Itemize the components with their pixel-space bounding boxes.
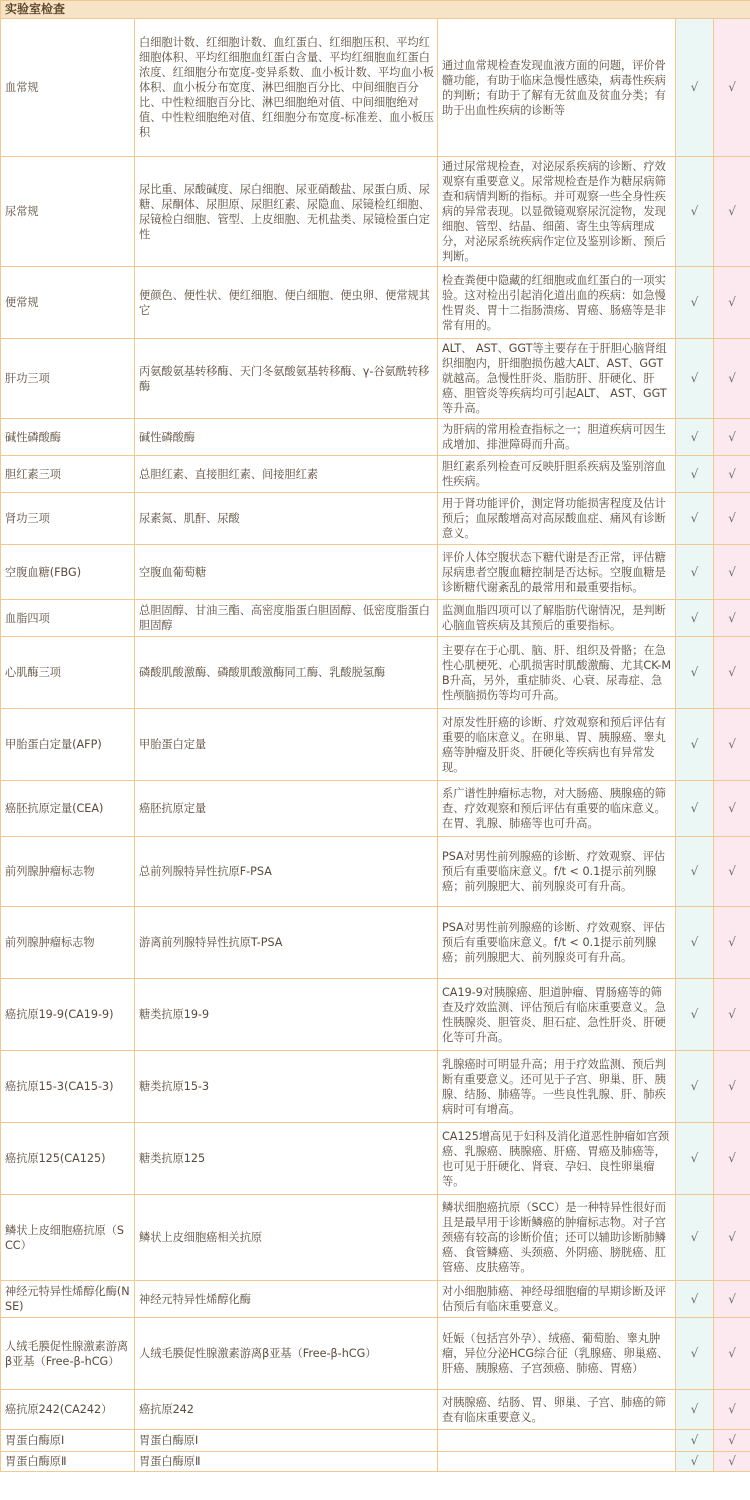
table-row xyxy=(1,493,750,545)
package-b-check-cell xyxy=(714,493,750,545)
test-name-cell: 癌抗原15-3(CA15-3) xyxy=(1,1051,135,1123)
check-mark-icon: √ xyxy=(690,665,699,679)
test-name-cell: 鳞状上皮细胞癌抗原（SCC） xyxy=(1,1195,135,1281)
check-mark-icon: √ xyxy=(728,1454,736,1468)
check-mark-icon: √ xyxy=(690,1433,699,1447)
table-row xyxy=(1,1390,750,1430)
test-items-cell: 糖类抗原19-9 xyxy=(135,979,438,1051)
package-b-check-cell xyxy=(714,339,750,419)
check-mark-icon: √ xyxy=(728,1230,736,1244)
check-mark-icon: √ xyxy=(728,801,736,815)
package-a-check-cell xyxy=(676,267,714,339)
test-items-cell: 糖类抗原125 xyxy=(135,1123,438,1195)
package-a-check-cell xyxy=(676,19,714,157)
package-b-check-cell xyxy=(714,157,750,267)
package-b-check-cell xyxy=(714,1430,750,1452)
test-name-cell: 血常规 xyxy=(1,19,135,157)
test-name-cell: 癌抗原242(CA242） xyxy=(1,1390,135,1430)
check-mark-icon: √ xyxy=(690,295,699,309)
package-b-check-cell xyxy=(714,1281,750,1318)
test-description-cell: 监测血脂四项可以了解脂肪代谢情况，是判断心脑血管疾病及其预后的重要指标。 xyxy=(438,600,676,637)
test-description-cell: 乳腺癌时可明显升高；用于疗效监测、预后判断有重要意义。还可见于子宫、卵巢、肝、胰腺、结肠、肺癌等。一些良性乳腺、肝、肺疾病时可有增高。 xyxy=(438,1051,676,1123)
test-description-cell: 对原发性肝癌的诊断、疗效观察和预后评估有重要的临床意义。在卵巢、胃、胰腺癌、睾丸癌等肿瘤及肝炎、肝硬化等疾病也有异常发现。 xyxy=(438,709,676,781)
check-mark-icon: √ xyxy=(728,295,736,309)
table-row xyxy=(1,637,750,709)
test-description-cell: PSA对男性前列腺癌的诊断、疗效观察、评估预后有重要临床意义。f/t < 0.1提示前列腺癌；前列腺肥大、前列腺炎可有升高。 xyxy=(438,837,676,907)
test-description-cell: 系广谱性肿瘤标志物，对大肠癌、胰腺癌的筛查、疗效观察和预后评估有重要的临床意义。在胃、乳腺、肺癌等也可升高。 xyxy=(438,781,676,837)
package-a-check-cell xyxy=(676,1430,714,1452)
check-mark-icon: √ xyxy=(690,371,699,385)
check-mark-icon: √ xyxy=(728,864,736,878)
test-name-cell: 癌抗原19-9(CA19-9) xyxy=(1,979,135,1051)
table-row xyxy=(1,1452,750,1472)
test-items-cell: 鳞状上皮细胞癌相关抗原 xyxy=(135,1195,438,1281)
test-items-cell: 癌胚抗原定量 xyxy=(135,781,438,837)
package-b-check-cell xyxy=(714,709,750,781)
test-items-cell: 尿素氮、肌酐、尿酸 xyxy=(135,493,438,545)
test-items-cell: 人绒毛膜促性腺激素游离β亚基（Free-β-hCG） xyxy=(135,1318,438,1390)
check-mark-icon: √ xyxy=(728,429,736,444)
test-name-cell: 肾功三项 xyxy=(1,493,135,545)
package-a-check-cell xyxy=(676,837,714,907)
package-b-check-cell xyxy=(714,1318,750,1390)
test-name-cell: 心肌酶三项 xyxy=(1,637,135,709)
package-a-check-cell xyxy=(676,1452,714,1472)
package-b-check-cell xyxy=(714,456,750,493)
check-mark-icon: √ xyxy=(728,204,736,218)
check-mark-icon: √ xyxy=(690,1454,699,1468)
package-a-check-cell xyxy=(676,1281,714,1318)
package-a-check-cell xyxy=(676,637,714,709)
test-description-cell: 对小细胞肺癌、神经母细胞瘤的早期诊断及评估预后有临床重要意义。 xyxy=(438,1281,676,1318)
check-mark-icon: √ xyxy=(728,1433,736,1447)
table-row xyxy=(1,267,750,339)
package-b-check-cell xyxy=(714,600,750,637)
check-mark-icon: √ xyxy=(690,801,699,815)
package-b-check-cell xyxy=(714,837,750,907)
check-mark-icon: √ xyxy=(690,1230,699,1244)
package-a-check-cell xyxy=(676,781,714,837)
test-description-cell: 通过尿常规检查，对泌尿系疾病的诊断、疗效观察有重要意义。尿常规检查是作为糖尿病筛查和病情判断的指标。并可观察一些全身性疾病的异常表现。以显微镜观察尿沉淀物，发现细胞、管型、结晶、细菌、寄生虫等病理成分，对泌尿系统疾病作定位及鉴别诊断、预后判断。 xyxy=(438,157,676,267)
check-mark-icon: √ xyxy=(728,610,736,625)
package-a-check-cell xyxy=(676,600,714,637)
table-row xyxy=(1,979,750,1051)
package-a-check-cell xyxy=(676,419,714,456)
check-mark-icon: √ xyxy=(690,1151,699,1165)
test-description-cell: 妊娠（包括宫外孕）、绒癌、葡萄胎、睾丸肿瘤，异位分泌HCG综合征（乳腺癌、卵巢癌、肝癌、胰腺癌、子宫颈癌、肺癌、胃癌） xyxy=(438,1318,676,1390)
table-row xyxy=(1,1195,750,1281)
test-name-cell: 空腹血糖(FBG) xyxy=(1,545,135,600)
package-b-check-cell xyxy=(714,1051,750,1123)
check-mark-icon: √ xyxy=(690,466,699,481)
package-b-check-cell xyxy=(714,267,750,339)
package-a-check-cell xyxy=(676,157,714,267)
test-name-cell: 肝功三项 xyxy=(1,339,135,419)
package-a-check-cell xyxy=(676,1123,714,1195)
table-row xyxy=(1,837,750,907)
check-mark-icon: √ xyxy=(690,1402,699,1416)
package-b-check-cell xyxy=(714,1195,750,1281)
check-mark-icon: √ xyxy=(690,204,699,218)
check-mark-icon: √ xyxy=(728,1291,736,1306)
table-row xyxy=(1,1051,750,1123)
check-mark-icon: √ xyxy=(690,564,699,579)
test-name-cell: 血脂四项 xyxy=(1,600,135,637)
test-items-cell: 癌抗原242 xyxy=(135,1390,438,1430)
table-row xyxy=(1,781,750,837)
check-mark-icon: √ xyxy=(728,1402,736,1416)
package-a-check-cell xyxy=(676,545,714,600)
test-items-cell: 便颜色、便性状、便红细胞、便白细胞、便虫卵、便常规其它 xyxy=(135,267,438,339)
section-header-row xyxy=(1,1,750,19)
table-row xyxy=(1,339,750,419)
package-a-check-cell xyxy=(676,1195,714,1281)
test-description-cell: CA19-9对胰腺癌、胆道肿瘤、胃肠癌等的筛查及疗效监测、评估预后有临床重要意义。急性胰腺炎、胆管炎、胆石症、急性肝炎、肝硬化等可升高。 xyxy=(438,979,676,1051)
test-items-cell: 碱性磷酸酶 xyxy=(135,419,438,456)
test-items-cell: 尿比重、尿酸碱度、尿白细胞、尿亚硝酸盐、尿蛋白质、尿糖、尿酮体、尿胆原、尿胆红素、尿隐血、尿镜检红细胞、尿镜检白细胞、管型、上皮细胞、无机盐类、尿镜检蛋白定性 xyxy=(135,157,438,267)
test-description-cell: 通过血常规检查发现血液方面的问题，评价骨髓功能，有助于临床急慢性感染，病毒性疾病的判断；有助于了解有无贫血及贫血分类；有助于出血性疾病的诊断等 xyxy=(438,19,676,157)
test-name-cell: 前列腺肿瘤标志物 xyxy=(1,837,135,907)
table-row xyxy=(1,1123,750,1195)
table-row xyxy=(1,419,750,456)
package-a-check-cell xyxy=(676,456,714,493)
test-name-cell: 碱性磷酸酶 xyxy=(1,419,135,456)
test-items-cell: 总胆固醇、甘油三酯、高密度脂蛋白胆固醇、低密度脂蛋白胆固醇 xyxy=(135,600,438,637)
table-row xyxy=(1,600,750,637)
test-items-cell: 总前列腺特异性抗原F-PSA xyxy=(135,837,438,907)
check-mark-icon: √ xyxy=(728,665,736,679)
test-items-cell: 甲胎蛋白定量 xyxy=(135,709,438,781)
table-row xyxy=(1,1281,750,1318)
check-mark-icon: √ xyxy=(690,429,699,444)
test-name-cell: 甲胎蛋白定量(AFP) xyxy=(1,709,135,781)
table-row xyxy=(1,709,750,781)
test-description-cell: 评价人体空腹状态下糖代谢是否正常，评估糖尿病患者空腹血糖控制是否达标。空腹血糖是诊断糖代谢紊乱的最常用和最重要指标。 xyxy=(438,545,676,600)
package-a-check-cell xyxy=(676,493,714,545)
check-mark-icon: √ xyxy=(690,1291,699,1306)
test-items-cell: 白细胞计数、红细胞计数、血红蛋白、红细胞压积、平均红细胞体积、平均红细胞血红蛋白含量、平均红细胞血红蛋白浓度、红细胞分布宽度-变异系数、血小板计数、平均血小板体积、血小板分布宽度、淋巴细胞百分比、中间细胞百分比、中性粒细胞百分比、淋巴细胞绝对值、中间细胞绝对值、中性粒细胞绝对值、红细胞分布宽度-标准差、血小板压积 xyxy=(135,19,438,157)
check-mark-icon: √ xyxy=(690,80,699,94)
test-description-cell: 鳞状细胞癌抗原（SCC）是一种特异性很好而且是最早用于诊断鳞癌的肿瘤标志物。对子宫颈癌有较高的诊断价值；还可以辅助诊断肺鳞癌、食管鳞癌、头颈癌、外阴癌、膀胱癌、肛管癌、皮肤癌等。 xyxy=(438,1195,676,1281)
table-row xyxy=(1,19,750,157)
test-description-cell: 胆红素系列检查可反映肝胆系疾病及鉴别溶血性疾病。 xyxy=(438,456,676,493)
section-title: 实验室检查 xyxy=(1,1,750,19)
check-mark-icon: √ xyxy=(690,610,699,625)
check-mark-icon: √ xyxy=(728,371,736,385)
package-b-check-cell xyxy=(714,19,750,157)
package-b-check-cell xyxy=(714,781,750,837)
test-description-cell: 用于肾功能评价，测定肾功能损害程度及估计预后；血尿酸增高对高尿酸血症、痛风有诊断意义。 xyxy=(438,493,676,545)
package-b-check-cell xyxy=(714,1452,750,1472)
test-items-cell: 丙氨酸氨基转移酶、天门冬氨酸氨基转移酶、γ-谷氨酰转移酶 xyxy=(135,339,438,419)
test-description-cell: 检查粪便中隐藏的红细胞或血红蛋白的一项实验。这对检出引起消化道出血的疾病：如急慢性胃炎、胃十二指肠溃疡、胃癌、肠癌等是非常有用的。 xyxy=(438,267,676,339)
table-row xyxy=(1,907,750,979)
test-description-cell xyxy=(438,1452,676,1472)
package-a-check-cell xyxy=(676,979,714,1051)
test-description-cell xyxy=(438,1430,676,1452)
check-mark-icon: √ xyxy=(728,737,736,751)
test-items-cell: 胃蛋白酶原Ⅱ xyxy=(135,1452,438,1472)
package-a-check-cell xyxy=(676,907,714,979)
package-a-check-cell xyxy=(676,1318,714,1390)
table-row xyxy=(1,1318,750,1390)
package-a-check-cell xyxy=(676,1051,714,1123)
table-row xyxy=(1,456,750,493)
table-row xyxy=(1,1430,750,1452)
test-items-cell: 胃蛋白酶原Ⅰ xyxy=(135,1430,438,1452)
check-mark-icon: √ xyxy=(728,1007,736,1021)
test-description-cell: 主要存在于心肌、脑、肝、组织及骨骼；在急性心肌梗死、心肌损害时肌酸激酶、尤其CK-MB升高，另外，重症肺炎、心衰、尿毒症、急性颅脑损伤等均可升高。 xyxy=(438,637,676,709)
package-b-check-cell xyxy=(714,545,750,600)
test-name-cell: 癌抗原125(CA125) xyxy=(1,1123,135,1195)
test-items-cell: 空腹血葡萄糖 xyxy=(135,545,438,600)
test-description-cell: CA125增高见于妇科及消化道恶性肿瘤如宫颈癌、乳腺癌、胰腺癌、肝癌、胃癌及肺癌等，也可见于肝硬化、肾衰、孕妇、良性卵巢瘤等。 xyxy=(438,1123,676,1195)
check-mark-icon: √ xyxy=(728,511,736,525)
check-mark-icon: √ xyxy=(728,80,736,94)
test-name-cell: 胃蛋白酶原Ⅰ xyxy=(1,1430,135,1452)
test-name-cell: 便常规 xyxy=(1,267,135,339)
package-b-check-cell xyxy=(714,637,750,709)
check-mark-icon: √ xyxy=(690,935,699,949)
package-b-check-cell xyxy=(714,907,750,979)
table-row xyxy=(1,157,750,267)
test-description-cell: 为肝病的常用检查指标之一；胆道疾病可因生成增加、排泄障碍而升高。 xyxy=(438,419,676,456)
test-name-cell: 尿常规 xyxy=(1,157,135,267)
test-name-cell: 癌胚抗原定量(CEA) xyxy=(1,781,135,837)
check-mark-icon: √ xyxy=(690,1007,699,1021)
check-mark-icon: √ xyxy=(728,1151,736,1165)
package-a-check-cell xyxy=(676,709,714,781)
check-mark-icon: √ xyxy=(728,564,736,579)
test-name-cell: 人绒毛膜促性腺激素游离β亚基（Free-β-hCG） xyxy=(1,1318,135,1390)
test-description-cell: 对胰腺癌、结肠、胃、卵巢、子宫、肺癌的筛查有临床重要意义。 xyxy=(438,1390,676,1430)
test-items-cell: 总胆红素、直接胆红素、间接胆红素 xyxy=(135,456,438,493)
package-b-check-cell xyxy=(714,419,750,456)
test-items-cell: 神经元特异性烯醇化酶 xyxy=(135,1281,438,1318)
test-items-cell: 游离前列腺特异性抗原T-PSA xyxy=(135,907,438,979)
check-mark-icon: √ xyxy=(690,864,699,878)
package-a-check-cell xyxy=(676,1390,714,1430)
check-mark-icon: √ xyxy=(690,1079,699,1093)
package-a-check-cell xyxy=(676,339,714,419)
package-b-check-cell xyxy=(714,1123,750,1195)
check-mark-icon: √ xyxy=(728,935,736,949)
test-name-cell: 胃蛋白酶原Ⅱ xyxy=(1,1452,135,1472)
table-row xyxy=(1,545,750,600)
test-items-cell: 糖类抗原15-3 xyxy=(135,1051,438,1123)
check-mark-icon: √ xyxy=(690,737,699,751)
test-name-cell: 胆红素三项 xyxy=(1,456,135,493)
test-name-cell: 神经元特异性烯醇化酶(NSE) xyxy=(1,1281,135,1318)
check-mark-icon: √ xyxy=(728,466,736,481)
check-mark-icon: √ xyxy=(728,1079,736,1093)
check-mark-icon: √ xyxy=(690,1346,699,1360)
test-description-cell: ALT、 AST、GGT等主要存在于肝胆心脑肾组织细胞内，肝细胞损伤越大ALT、AST、GGT就越高。急慢性肝炎、脂肪肝、肝硬化、肝癌、胆管炎等疾病均可引起ALT、 AST、GGT等升高。 xyxy=(438,339,676,419)
package-b-check-cell xyxy=(714,1390,750,1430)
test-items-cell: 磷酸肌酸激酶、磷酸肌酸激酶同工酶、乳酸脱氢酶 xyxy=(135,637,438,709)
test-name-cell: 前列腺肿瘤标志物 xyxy=(1,907,135,979)
check-mark-icon: √ xyxy=(728,1346,736,1360)
package-b-check-cell xyxy=(714,979,750,1051)
check-mark-icon: √ xyxy=(690,511,699,525)
test-description-cell: PSA对男性前列腺癌的诊断、疗效观察、评估预后有重要临床意义。f/t < 0.1提示前列腺癌；前列腺肥大、前列腺炎可有升高。 xyxy=(438,907,676,979)
